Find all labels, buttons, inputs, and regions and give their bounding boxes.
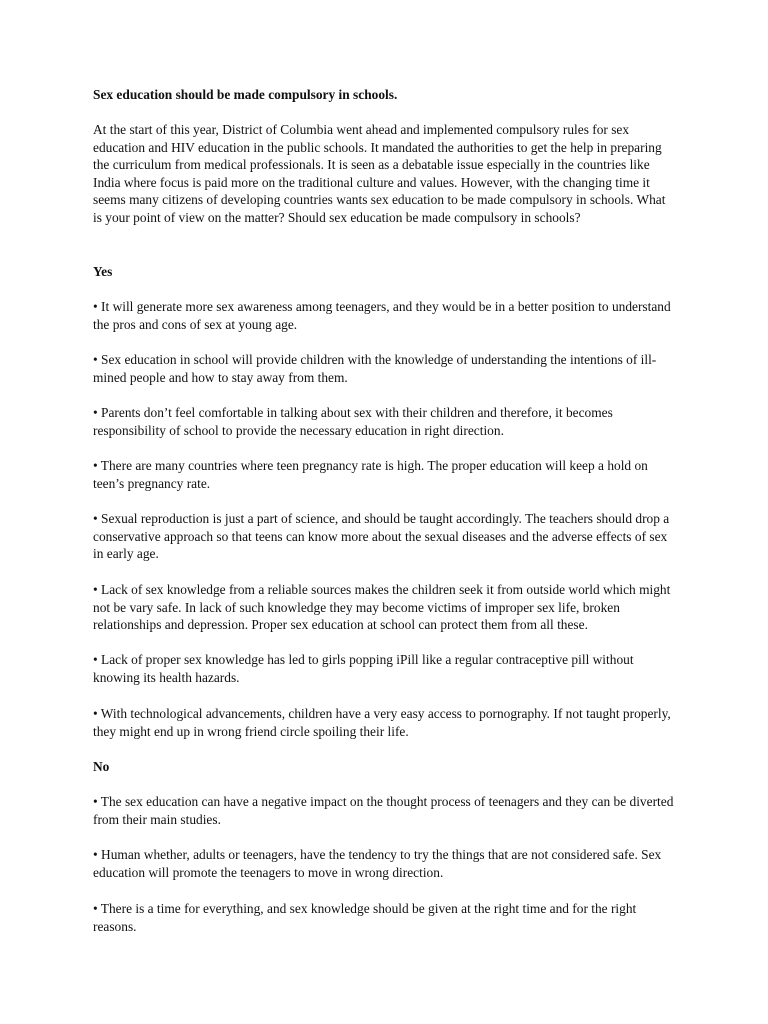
no-heading: No xyxy=(93,759,110,774)
no-point-2: • Human whether, adults or teenagers, have the tendency to try the things that are not considered safe. Sex education will promote the teenagers to move in wrong direction. xyxy=(93,847,662,880)
yes-point-4: • There are many countries where teen pregnancy rate is high. The proper education will keep a hold on teen’s pregnancy rate. xyxy=(93,458,648,491)
yes-point-6: • Lack of sex knowledge from a reliable sources makes the children seek it from outside world which might not be vary safe. In lack of such knowledge they may become victims of improper sex life, broken relationships and depression. Proper sex education at school can protect them from all these. xyxy=(93,582,671,633)
document-title: Sex education should be made compulsory in schools. xyxy=(93,87,398,102)
yes-point-3: • Parents don’t feel comfortable in talking about sex with their children and therefore, it becomes responsibility of school to provide the necessary education in right direction. xyxy=(93,405,613,438)
yes-point-7: • Lack of proper sex knowledge has led to girls popping iPill like a regular contraceptive pill without knowing its health hazards. xyxy=(93,652,634,685)
yes-point-8: • With technological advancements, children have a very easy access to pornography. If not taught properly, they might end up in wrong friend circle spoiling their life. xyxy=(93,706,671,739)
yes-point-1: • It will generate more sex awareness among teenagers, and they would be in a better position to understand the pros and cons of sex at young age. xyxy=(93,299,671,332)
yes-point-5: • Sexual reproduction is just a part of science, and should be taught accordingly. The teachers should drop a conservative approach so that teens can know more about the sexual diseases and the adverse effects of sex in early age. xyxy=(93,511,670,562)
yes-heading: Yes xyxy=(93,264,113,279)
intro-paragraph: At the start of this year, District of Columbia went ahead and implemented compulsory rules for sex education and HIV education in the public schools. It mandated the authorities to get the help in preparing the curriculum from medical professionals. It is seen as a debatable issue especially in the countries like India where focus is paid more on the traditional culture and values. However, with the changing time it seems many citizens of developing countries wants sex education to be made compulsory in schools. What is your point of view on the matter? Should sex education be made compulsory in schools? xyxy=(93,122,666,225)
no-point-1: • The sex education can have a negative impact on the thought process of teenagers and they can be diverted from their main studies. xyxy=(93,794,674,827)
no-point-3: • There is a time for everything, and sex knowledge should be given at the right time and for the right reasons. xyxy=(93,901,637,934)
yes-point-2: • Sex education in school will provide children with the knowledge of understanding the intentions of ill-mined people and how to stay away from them. xyxy=(93,352,657,385)
